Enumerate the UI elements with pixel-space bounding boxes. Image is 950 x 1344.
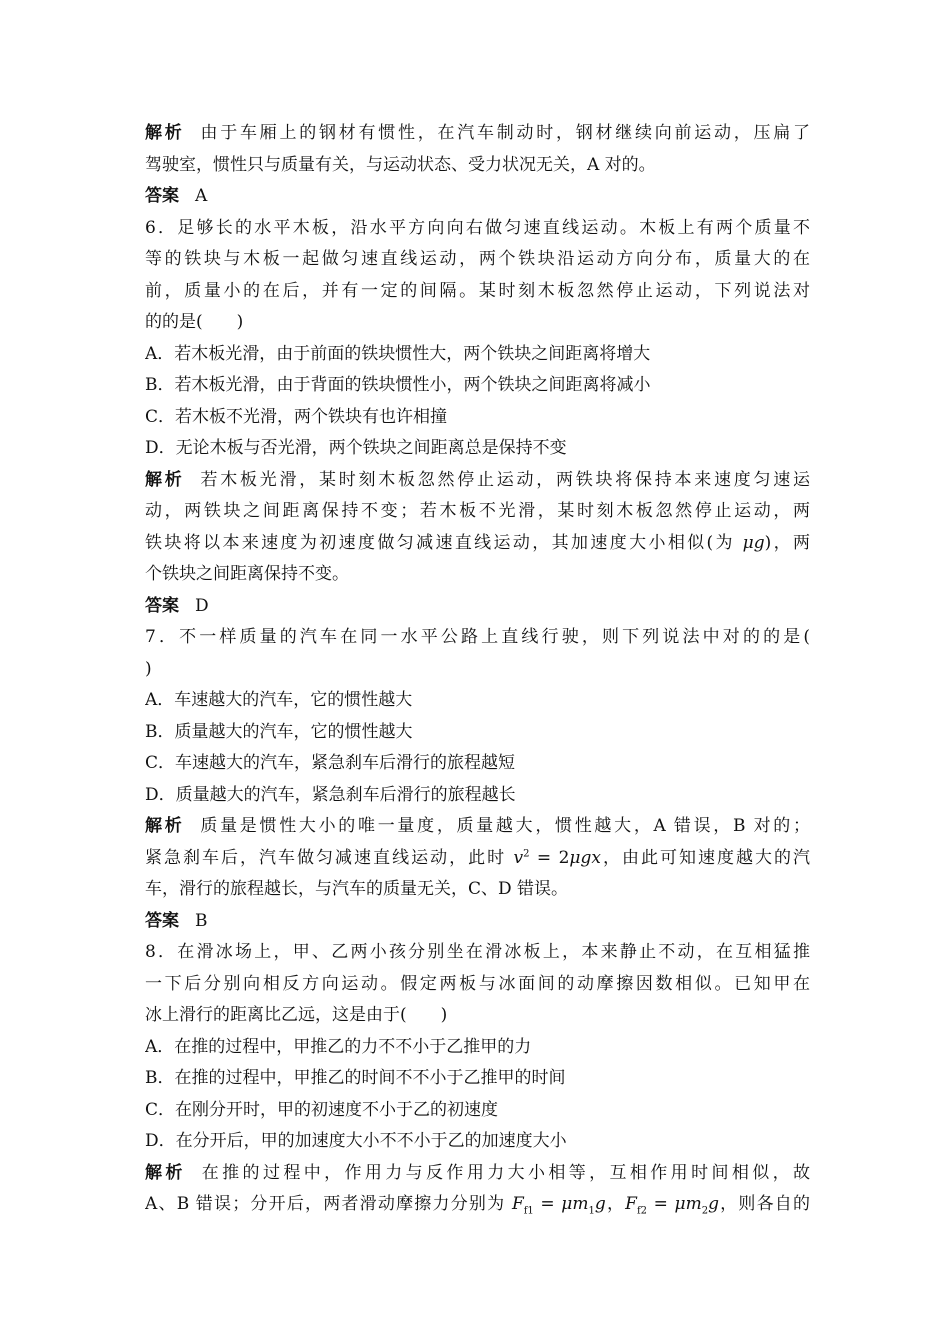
q8-option-a: A．在推的过程中，甲推乙的力不不小于乙推甲的力 bbox=[145, 1036, 532, 1057]
q6-option-a: A．若木板光滑，由于前面的铁块惯性大，两个铁块之间距离将增大 bbox=[145, 343, 651, 364]
q7-answer: 答案 B bbox=[145, 910, 208, 931]
q7-analysis-line-1: 解析 质量是惯性大小的唯一量度，质量越大，惯性越大，A 错误，B 对的； bbox=[145, 816, 810, 836]
q6-stem-line-3: 前，质量小的在后，并有一定的间隔。某时刻木板忽然停止运动，下列说法对 bbox=[145, 280, 810, 301]
q8-stem-line-1: 8．在滑冰场上，甲、乙两小孩分别坐在滑冰板上，本来静止不动，在互相猛推 bbox=[145, 942, 810, 962]
q7-analysis-line-3: 车，滑行的旅程越长，与汽车的质量无关，C、D 错误。 bbox=[145, 879, 569, 899]
q7-option-d: D．质量越大的汽车，紧急刹车后滑行的旅程越长 bbox=[145, 784, 516, 805]
q8-analysis-line-2: A、B 错误；分开后，两者滑动摩擦力分别为 $F_{f1} = \mu m_1g$，$F_{f2} = \mu m_2g$，则各自的 bbox=[145, 1194, 810, 1217]
q7-option-b: B．质量越大的汽车，它的惯性越大 bbox=[145, 721, 413, 742]
q7-option-a: A．车速越大的汽车，它的惯性越大 bbox=[145, 690, 413, 710]
q8-stem-line-2: 一下后分别向相反方向运动。假定两板与冰面间的动摩擦因数相似。已知甲在 bbox=[145, 973, 810, 994]
answer-label: 答案 bbox=[145, 186, 179, 206]
analysis-label: 解析 bbox=[145, 123, 185, 143]
q8-option-c: C．在刚分开时，甲的初速度不小于乙的初速度 bbox=[145, 1099, 499, 1120]
document-body bbox=[145, 118, 810, 1221]
q7-stem-line-1: 7．不一样质量的汽车在同一水平公路上直线行驶，则下列说法中对的的是( bbox=[145, 627, 810, 647]
q6-analysis-line-3: 铁块将以本来速度为初速度做匀减速直线运动，其加速度大小相似(为 μg)，两 bbox=[145, 532, 810, 553]
q6-option-d: D．无论木板与否光滑，两个铁块之间距离总是保持不变 bbox=[145, 438, 567, 458]
q8-analysis-line-1: 解析 在推的过程中，作用力与反作用力大小相等，互相作用时间相似，故 bbox=[145, 1162, 810, 1183]
q8-option-b: B．在推的过程中，甲推乙的时间不不小于乙推甲的时间 bbox=[145, 1068, 566, 1088]
q6-analysis-line-2: 动，两铁块之间距离保持不变；若木板不光滑，某时刻木板忽然停止运动，两 bbox=[145, 501, 810, 521]
q6-stem-line-4: 的的是( ) bbox=[145, 312, 244, 332]
q6-stem-line-1: 6．足够长的水平木板，沿水平方向向右做匀速直线运动。木板上有两个质量不 bbox=[145, 217, 810, 238]
answer-label: 答案 bbox=[145, 910, 179, 931]
q5-answer: 答案 A bbox=[145, 186, 208, 206]
analysis-label: 解析 bbox=[145, 816, 185, 836]
q6-analysis-line-4: 个铁块之间距离保持不变。 bbox=[145, 564, 349, 584]
q6-analysis-line-1: 解析 若木板光滑，某时刻木板忽然停止运动，两铁块将保持本来速度匀速运 bbox=[145, 469, 810, 490]
q6-option-b: B．若木板光滑，由于背面的铁块惯性小，两个铁块之间距离将减小 bbox=[145, 375, 651, 395]
q5-analysis-line-2: 驾驶室，惯性只与质量有关，与运动状态、受力状况无关，A 对的。 bbox=[145, 154, 656, 175]
q7-stem-line-2: ) bbox=[145, 658, 152, 679]
answer-label: 答案 bbox=[145, 595, 179, 616]
q6-option-c: C．若木板不光滑，两个铁块有也许相撞 bbox=[145, 406, 448, 427]
q8-stem-line-3: 冰上滑行的距离比乙远，这是由于( ) bbox=[145, 1005, 448, 1025]
q6-stem-line-2: 等的铁块与木板一起做匀速直线运动，两个铁块沿运动方向分布，质量大的在 bbox=[145, 249, 810, 269]
q7-option-c: C．车速越大的汽车，紧急刹车后滑行的旅程越短 bbox=[145, 753, 516, 773]
q8-option-d: D．在分开后，甲的加速度大小不不小于乙的加速度大小 bbox=[145, 1131, 567, 1151]
q7-analysis-line-2: 紧急刹车后，汽车做匀减速直线运动，此时 $v^2 = 2\mu gx$，由此可知速度越大的汽 bbox=[145, 847, 810, 868]
q6-answer: 答案 D bbox=[145, 595, 209, 616]
analysis-label: 解析 bbox=[145, 469, 185, 490]
analysis-label: 解析 bbox=[145, 1162, 186, 1183]
q5-analysis-line-1: 解析 由于车厢上的钢材有惯性，在汽车制动时，钢材继续向前运动，压扁了 bbox=[145, 123, 810, 143]
